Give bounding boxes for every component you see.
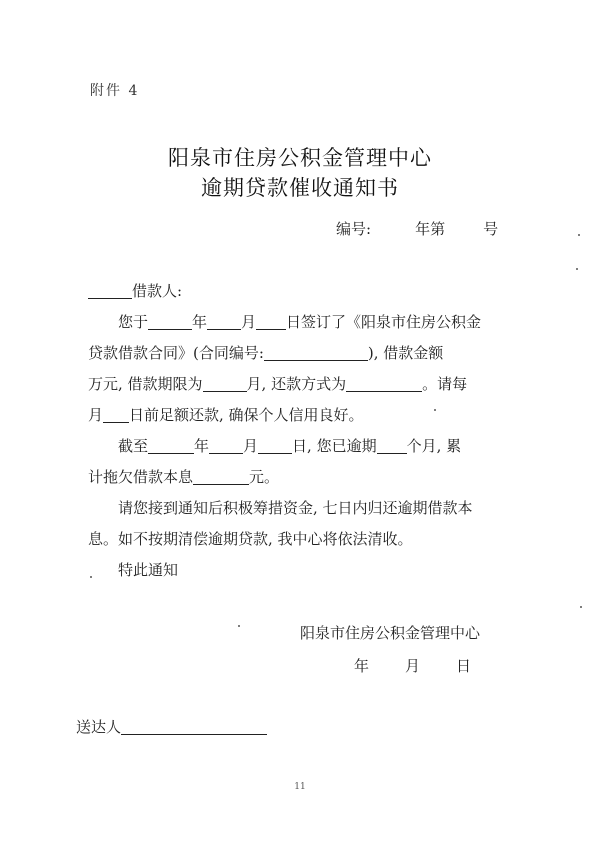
paragraph-closing xyxy=(88,555,506,586)
sign-day-blank xyxy=(256,311,286,330)
date-year: 年 xyxy=(354,657,370,675)
repay-method-blank xyxy=(346,373,422,392)
number-label: 编号: xyxy=(336,220,372,238)
sign-month-blank xyxy=(207,311,241,330)
number-no: 号 xyxy=(483,220,499,238)
document-title-line1: 阳泉市住房公积金管理中心 xyxy=(168,146,432,170)
contract-line-4: 月 日前足额还款, 确保个人信用良好。 xyxy=(88,406,364,424)
number-year: 年第 xyxy=(415,220,446,238)
repay-day-blank xyxy=(103,404,129,423)
as-of-day-blank xyxy=(258,435,292,454)
notice-line-2: 息。如不按期清偿逾期贷款, 我中心将依法清收。 xyxy=(88,530,413,548)
closing-text: 特此通知 xyxy=(118,561,179,579)
contract-number-blank xyxy=(264,342,368,361)
contract-line-2: 贷款借款合同》(合同编号: ), 借款金额 xyxy=(88,344,444,362)
borrower-label: 借款人: xyxy=(132,282,183,300)
overdue-line-2: 计拖欠借款本息 元。 xyxy=(88,468,280,486)
loan-term-blank xyxy=(203,373,247,392)
as-of-month-blank xyxy=(209,435,243,454)
deliverer-blank xyxy=(121,716,267,735)
notice-line-1: 请您接到通知后积极筹措资金, 七日内归还逾期借款本 xyxy=(118,499,473,517)
overdue-months-blank xyxy=(377,435,407,454)
date-month: 月 xyxy=(405,657,421,675)
attachment-label: 附件 4 xyxy=(90,83,140,99)
contract-line-3: 万元, 借款期限为 月, 还款方式为 。请每 xyxy=(88,375,468,393)
document-title-line2: 逾期贷款催收通知书 xyxy=(201,176,399,200)
scan-speck xyxy=(434,409,436,411)
scan-speck xyxy=(580,606,582,608)
as-of-year-blank xyxy=(148,435,194,454)
scan-speck xyxy=(90,576,92,578)
deliverer-label: 送达人 xyxy=(76,718,122,736)
overdue-line-1: 截至 年 月 日, 您已逾期 个月, 累 xyxy=(118,437,462,455)
document-number xyxy=(336,218,498,239)
paragraph-notice xyxy=(88,493,506,555)
borrower-blank xyxy=(88,280,132,299)
page-number: 11 xyxy=(294,782,306,792)
overdue-amount-blank xyxy=(193,466,249,485)
scan-speck xyxy=(576,268,578,270)
paragraph-overdue xyxy=(88,431,506,493)
signature-organization: 阳泉市住房公积金管理中心 xyxy=(300,624,481,642)
borrower-line xyxy=(88,276,506,307)
scan-speck xyxy=(238,625,240,627)
signature-date xyxy=(354,655,471,676)
scan-speck xyxy=(578,234,580,236)
contract-line-1: 您于 年 月 日签订了《阳泉市住房公积金 xyxy=(118,313,482,331)
sign-year-blank xyxy=(148,311,192,330)
date-day: 日 xyxy=(456,657,472,675)
paragraph-contract xyxy=(88,307,506,431)
deliverer-line xyxy=(76,716,267,737)
